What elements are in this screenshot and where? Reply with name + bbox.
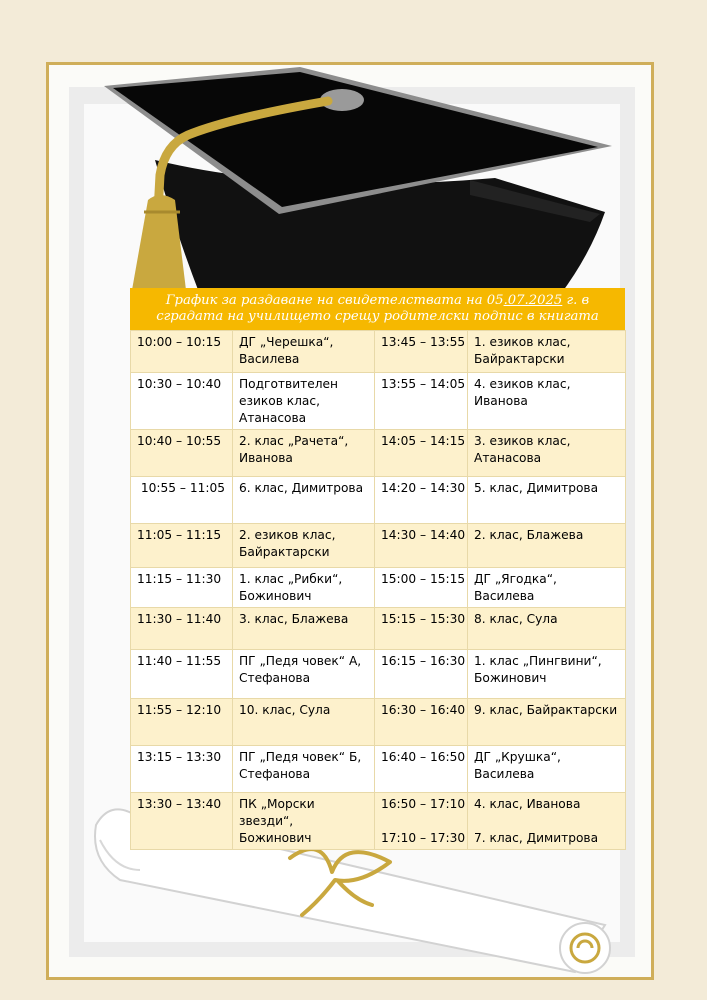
right-class-pair [468, 793, 626, 850]
right-class-extra: 7. клас, Димитрова [474, 831, 599, 845]
table-row [131, 477, 626, 524]
left-time: 11:55 – 12:10 [131, 699, 233, 746]
table-row [131, 699, 626, 746]
left-time: 10:55 – 11:05 [131, 477, 233, 524]
right-time: 15:15 – 15:30 [375, 608, 468, 650]
right-class: 4. клас, Иванова [474, 797, 581, 811]
schedule-table [130, 330, 626, 850]
graduation-cap-icon [104, 67, 612, 295]
left-class: 6. клас, Димитрова [233, 477, 375, 524]
left-time: 11:05 – 11:15 [131, 524, 233, 568]
title-prefix: График за раздаване на свидетелствата на 05 [165, 293, 504, 308]
title-date: .07.2025 [503, 293, 563, 308]
right-time: 16:15 – 16:30 [375, 650, 468, 699]
right-time: 14:05 – 14:15 [375, 430, 468, 477]
left-time: 10:40 – 10:55 [131, 430, 233, 477]
left-class: 3. клас, Блажева [233, 608, 375, 650]
right-time: 16:30 – 16:40 [375, 699, 468, 746]
right-class: 1. клас „Пингвини“, Божинович [468, 650, 626, 699]
table-row [131, 430, 626, 477]
left-class: ПК „Морски звезди“, Божинович [233, 793, 375, 850]
right-time: 14:30 – 14:40 [375, 524, 468, 568]
right-time: 13:45 – 13:55 [375, 331, 468, 373]
right-class: 3. езиков клас, Атанасова [468, 430, 626, 477]
right-time-extra: 17:10 – 17:30 [381, 831, 466, 845]
right-class: ДГ „Ягодка“, Василева [468, 568, 626, 608]
right-class: 2. клас, Блажева [468, 524, 626, 568]
left-class: ДГ „Черешка“, Василева [233, 331, 375, 373]
left-class: 2. клас „Рачета“, Иванова [233, 430, 375, 477]
right-time: 15:00 – 15:15 [375, 568, 468, 608]
table-row [131, 524, 626, 568]
left-class: 10. клас, Сула [233, 699, 375, 746]
table-row [131, 746, 626, 793]
table-row [131, 373, 626, 430]
right-time: 14:20 – 14:30 [375, 477, 468, 524]
table-row [131, 568, 626, 608]
right-class: ДГ „Крушка“, Василева [468, 746, 626, 793]
left-class: 1. клас „Рибки“, Божинович [233, 568, 375, 608]
left-time: 10:00 – 10:15 [131, 331, 233, 373]
right-class: 1. езиков клас, Байрактарски [468, 331, 626, 373]
right-class: 9. клас, Байрактарски [468, 699, 626, 746]
table-row [131, 608, 626, 650]
left-time: 13:15 – 13:30 [131, 746, 233, 793]
table-row [131, 793, 626, 850]
right-class: 8. клас, Сула [468, 608, 626, 650]
right-class: 4. езиков клас, Иванова [468, 373, 626, 430]
title-suffix: г. в сградата на училището срещу родителски подпис в книгата [156, 293, 599, 324]
schedule-title [130, 288, 625, 330]
left-time: 10:30 – 10:40 [131, 373, 233, 430]
right-class: 5. клас, Димитрова [468, 477, 626, 524]
right-time: 13:55 – 14:05 [375, 373, 468, 430]
left-time: 11:40 – 11:55 [131, 650, 233, 699]
left-time: 13:30 – 13:40 [131, 793, 233, 850]
table-row [131, 650, 626, 699]
left-class: ПГ „Педя човек“ А, Стефанова [233, 650, 375, 699]
left-class: ПГ „Педя човек“ Б, Стефанова [233, 746, 375, 793]
right-time: 16:50 – 17:10 [381, 797, 466, 811]
right-time: 16:40 – 16:50 [375, 746, 468, 793]
table-row [131, 331, 626, 373]
left-time: 11:30 – 11:40 [131, 608, 233, 650]
left-class: Подготвителен езиков клас, Атанасова [233, 373, 375, 430]
right-time-pair [375, 793, 468, 850]
left-time: 11:15 – 11:30 [131, 568, 233, 608]
left-class: 2. езиков клас, Байрактарски [233, 524, 375, 568]
